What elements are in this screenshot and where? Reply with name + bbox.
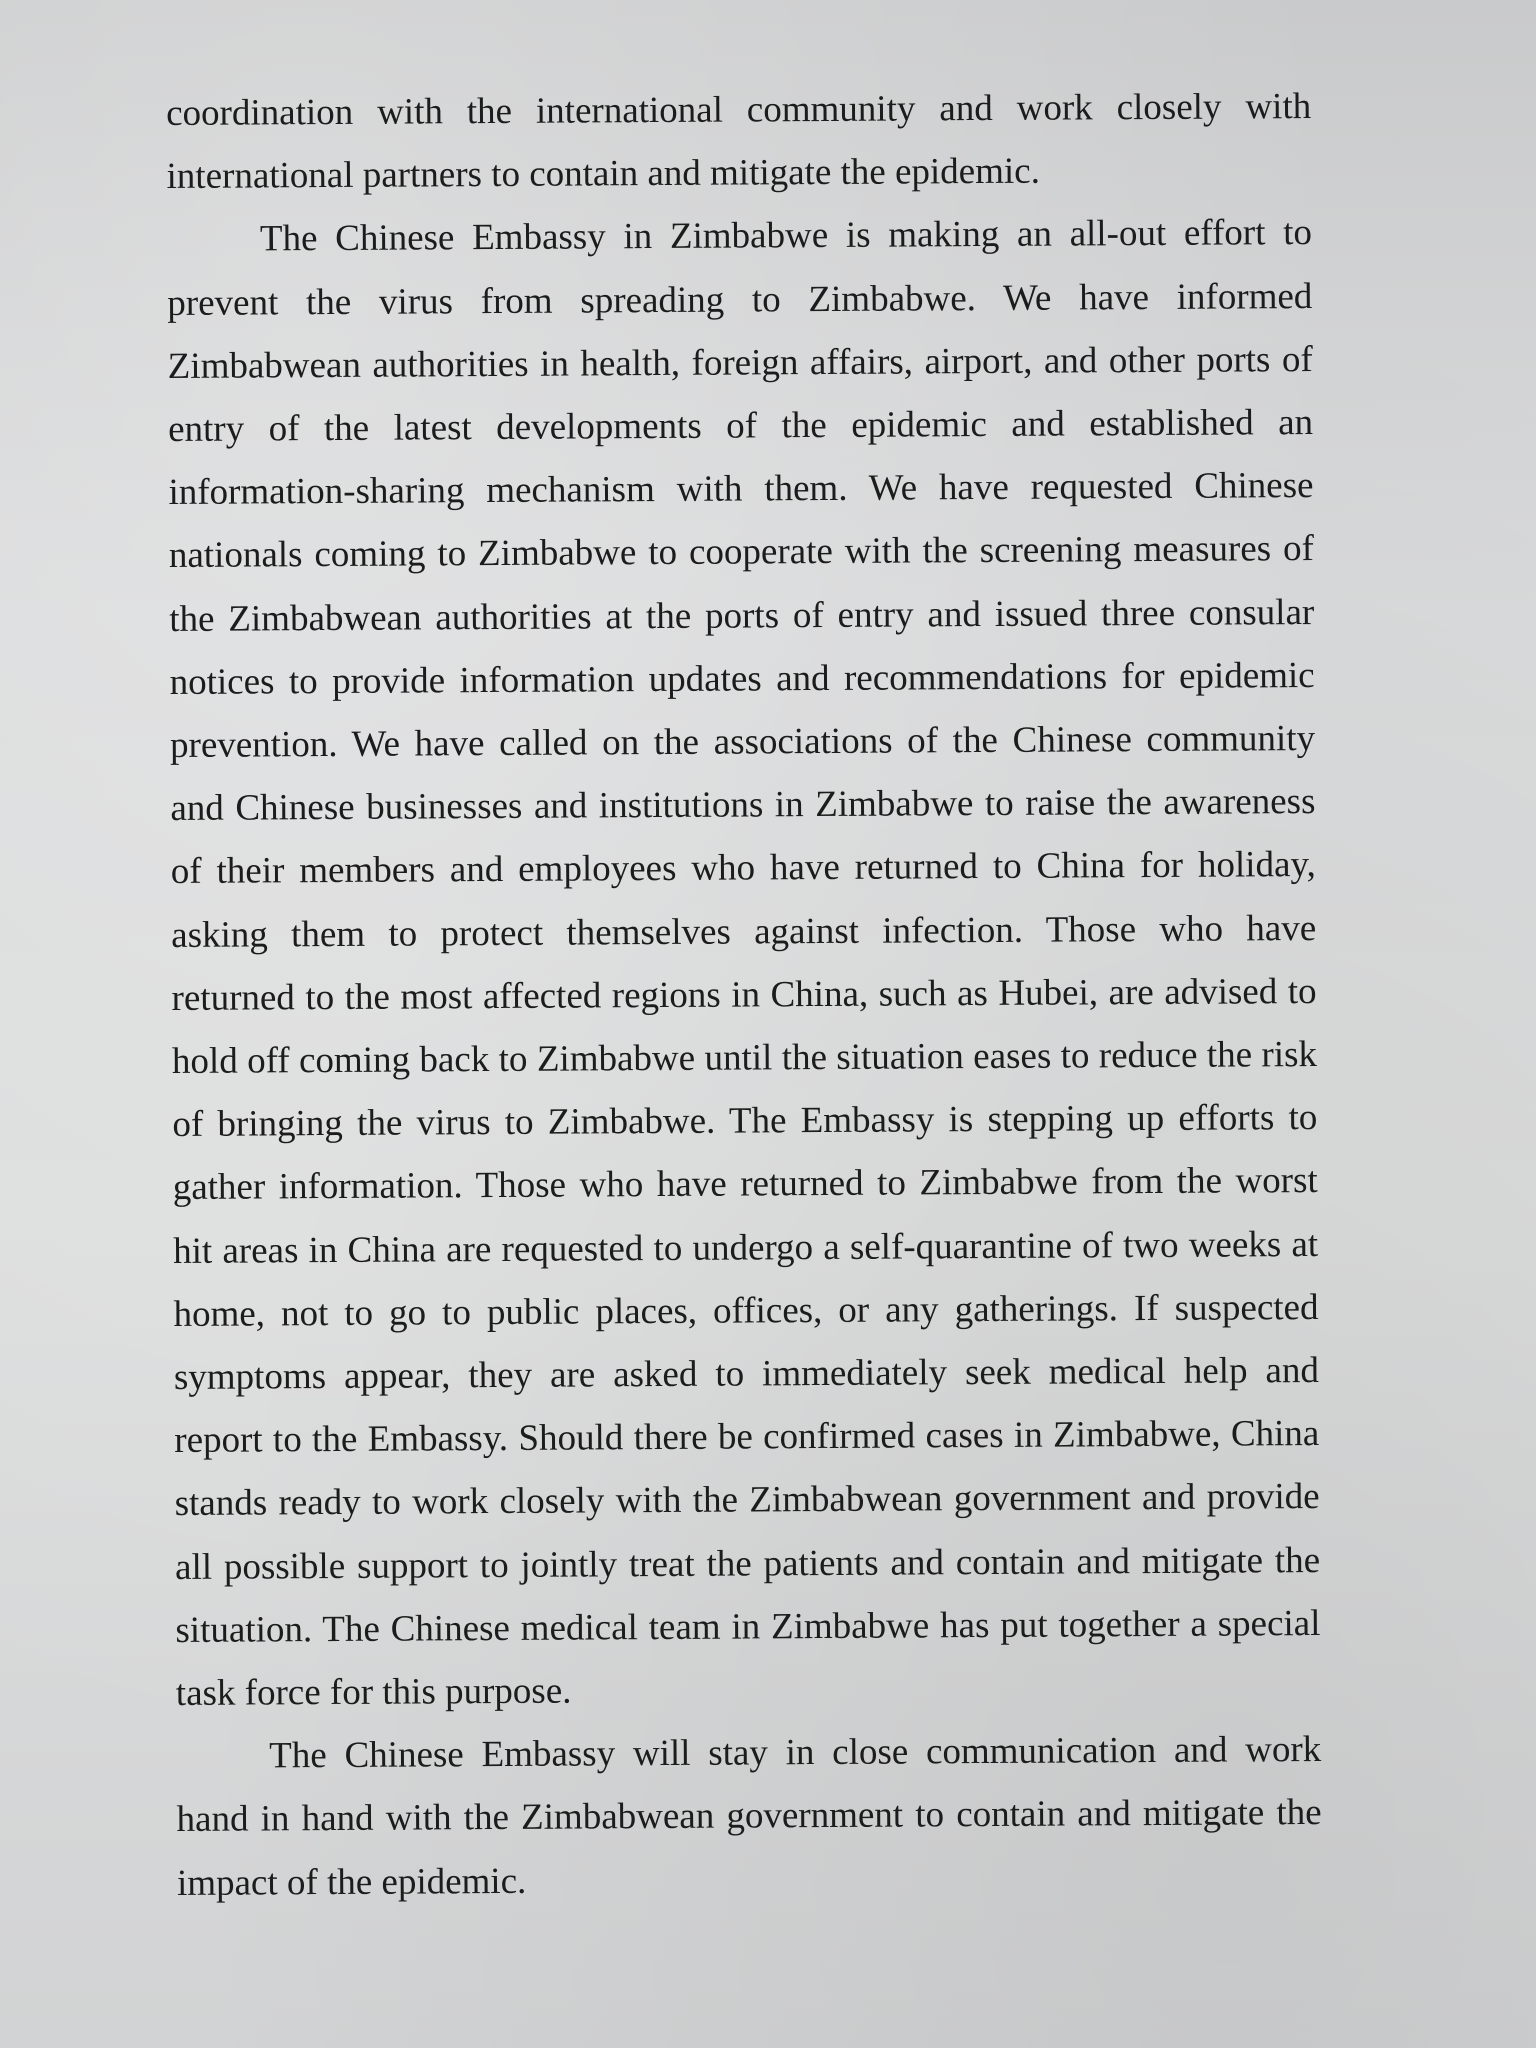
paragraph-continuation: coordination with the international community and work closely with international partners to contain and mitigate the epidemic. bbox=[166, 86, 1312, 198]
body-text bbox=[166, 75, 1322, 1915]
paragraph-embassy-efforts: The Chinese Embassy in Zimbabwe is making an all-out effort to prevent the virus from spreading to Zimbabwe. We have informed Zimbabwean authorities in health, foreign affairs, airport, and other ports of entry of the latest developments of the epidemic and established an information-sharing mechanism with them. We have requested Chinese nationals coming to Zimbabwe to cooperate with the screening measures of the Zimbabwean authorities at the ports of entry and issued three consular notices to provide information updates and recommendations for epidemic prevention. We have called on the associations of the Chinese community and Chinese businesses and institutions in Zimbabwe to raise the awareness of their members and employees who have returned to China for holiday, asking them to protect themselves against infection. Those who have returned to the most affected regions in China, such as Hubei, are advised to hold off coming back to Zimbabwe until the situation eases to reduce the risk of bringing the virus to Zimbabwe. The Embassy is stepping up efforts to gather information. Those who have returned to Zimbabwe from the worst hit areas in China are requested to undergo a self-quarantine of two weeks at home, not to go to public places, offices, or any gatherings. If suspected symptoms appear, they are asked to immediately seek medical help and report to the Embassy. Should there be confirmed cases in Zimbabwe, China stands ready to work closely with the Zimbabwean government and provide all possible support to jointly treat the patients and contain and mitigate the situation. The Chinese medical team in Zimbabwe has put together a special task force for this purpose. bbox=[167, 212, 1321, 1715]
paragraph-closing: The Chinese Embassy will stay in close communication and work hand in hand with the Zimbabwean government to contain and mitigate the impact of the epidemic. bbox=[176, 1729, 1322, 1904]
